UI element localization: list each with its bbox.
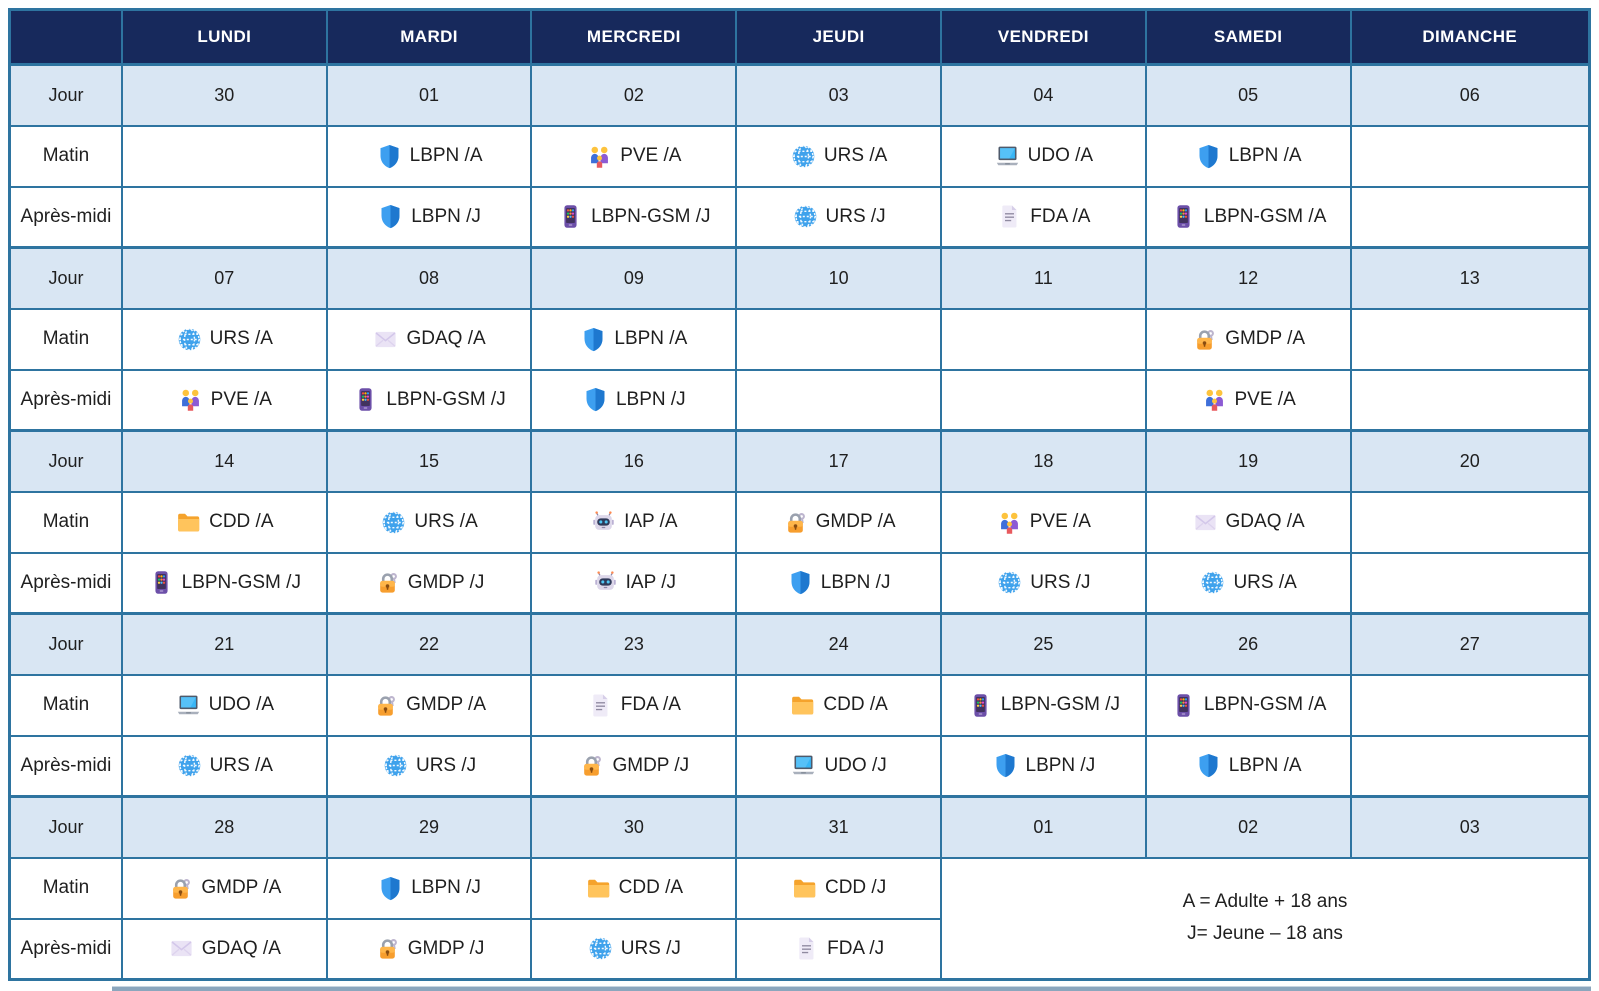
schedule-entry: [127, 386, 322, 413]
activity-label: URS /J: [620, 937, 681, 959]
day-number: 02: [531, 65, 736, 126]
schedule-entry: [127, 509, 322, 536]
lock-icon: [167, 875, 194, 902]
empty-cell: [1351, 309, 1590, 370]
schedule-cell: [941, 187, 1146, 248]
morning-row: [10, 858, 1590, 919]
day-number: 23: [531, 614, 736, 675]
schedule-cell: [1146, 187, 1351, 248]
schedule-entry: [536, 386, 731, 413]
activity-label: LBPN-GSM /J: [591, 205, 711, 227]
empty-cell: [1351, 553, 1590, 614]
shield-icon: [582, 386, 609, 413]
day-number: 22: [327, 614, 532, 675]
day-number-row: [10, 248, 1590, 309]
row-label-apres-midi: Après-midi: [10, 736, 122, 797]
laptop-icon: [175, 692, 202, 719]
shield-icon: [992, 752, 1019, 779]
activity-label: PVE /A: [1029, 511, 1091, 532]
schedule-cell: [736, 553, 941, 614]
day-number: 29: [327, 797, 532, 858]
activity-label: LBPN-GSM /J: [1000, 694, 1121, 715]
schedule-cell: [122, 370, 327, 431]
schedule-entry: [536, 752, 731, 779]
schedule-cell: [122, 736, 327, 797]
day-number-row: [10, 431, 1590, 492]
schedule-cell: [327, 187, 532, 248]
shield-icon: [376, 143, 403, 170]
activity-label: LBPN /J: [411, 205, 481, 227]
globe-icon: [1199, 569, 1226, 596]
lock-icon: [372, 692, 399, 719]
schedule-entry: [332, 692, 527, 719]
globe-icon: [792, 203, 819, 230]
activity-label: GDAQ /A: [406, 328, 486, 349]
schedule-cell: [327, 675, 532, 736]
schedule-entry: [741, 143, 936, 170]
activity-label: IAP /A: [624, 511, 678, 532]
laptop-icon: [790, 752, 817, 779]
schedule-entry: [332, 752, 527, 779]
document-icon: [793, 935, 820, 962]
schedule-entry: [1151, 386, 1346, 413]
empty-cell: [1351, 370, 1590, 431]
schedule-cell: [531, 126, 736, 187]
schedule-entry: [946, 509, 1141, 536]
row-label-jour: Jour: [10, 614, 122, 675]
schedule-cell: [122, 309, 327, 370]
phone-icon: [1170, 203, 1197, 230]
schedule-entry: [741, 935, 936, 962]
schedule-cell: [531, 187, 736, 248]
schedule-entry: [1151, 509, 1346, 536]
lock-icon: [374, 935, 401, 962]
globe-icon: [380, 509, 407, 536]
activity-label: LBPN /J: [1025, 754, 1096, 776]
row-label-matin: Matin: [10, 858, 122, 919]
activity-label: GMDP /A: [406, 694, 487, 715]
document-icon: [587, 692, 614, 719]
schedule-entry: [332, 386, 527, 413]
schedule-entry: [1151, 203, 1346, 230]
day-header-dimanche: DIMANCHE: [1351, 10, 1590, 65]
schedule-cell: [736, 858, 941, 919]
schedule-cell: [122, 492, 327, 553]
schedule-entry: [741, 692, 936, 719]
schedule-cell: [531, 553, 736, 614]
row-label-matin: Matin: [10, 126, 122, 187]
schedule-table: [8, 8, 1591, 981]
row-label-matin: Matin: [10, 675, 122, 736]
schedule-entry: [536, 326, 731, 353]
schedule-entry: [536, 875, 731, 902]
schedule-cell: [531, 370, 736, 431]
activity-label: URS /J: [825, 205, 886, 227]
morning-row: [10, 309, 1590, 370]
schedule-cell: [531, 858, 736, 919]
day-number: 08: [327, 248, 532, 309]
morning-row: [10, 126, 1590, 187]
activity-label: FDA /A: [620, 694, 681, 715]
phone-icon: [557, 203, 584, 230]
day-number: 15: [327, 431, 532, 492]
activity-label: URS /J: [1030, 571, 1091, 593]
schedule-entry: [946, 569, 1141, 596]
lock-icon: [1191, 326, 1218, 353]
schedule-cell: [941, 736, 1146, 797]
weekday-header-row: [10, 10, 1590, 65]
row-label-apres-midi: Après-midi: [10, 187, 122, 248]
schedule-entry: [1151, 692, 1346, 719]
day-number-row: [10, 797, 1590, 858]
row-label-jour: Jour: [10, 797, 122, 858]
day-number: 27: [1351, 614, 1590, 675]
folder-icon: [585, 875, 612, 902]
activity-label: LBPN-GSM /A: [1203, 205, 1327, 227]
empty-cell: [941, 370, 1146, 431]
day-number: 04: [941, 65, 1146, 126]
afternoon-row: [10, 370, 1590, 431]
day-number: 07: [122, 248, 327, 309]
schedule-cell: [122, 553, 327, 614]
empty-cell: [736, 309, 941, 370]
schedule-entry: [332, 143, 527, 170]
schedule-cell: [122, 919, 327, 980]
day-number: 03: [1351, 797, 1590, 858]
morning-row: [10, 675, 1590, 736]
schedule-entry: [741, 752, 936, 779]
activity-label: LBPN-GSM /J: [181, 571, 301, 593]
schedule-entry: [741, 203, 936, 230]
schedule-cell: [736, 736, 941, 797]
activity-label: IAP /J: [625, 571, 676, 593]
day-header-mardi: MARDI: [327, 10, 532, 65]
day-number: 01: [327, 65, 532, 126]
day-number: 11: [941, 248, 1146, 309]
schedule-entry: [946, 752, 1141, 779]
schedule-entry: [1151, 326, 1346, 353]
day-number: 13: [1351, 248, 1590, 309]
shield-icon: [377, 203, 404, 230]
schedule-cell: [327, 553, 532, 614]
empty-cell: [1351, 736, 1590, 797]
activity-label: CDD /J: [824, 877, 887, 898]
schedule-cell: [531, 492, 736, 553]
day-number: 16: [531, 431, 736, 492]
family-icon: [996, 509, 1023, 536]
family-icon: [586, 143, 613, 170]
schedule-cell: [941, 675, 1146, 736]
empty-cell: [736, 370, 941, 431]
laptop-icon: [994, 143, 1021, 170]
corner-cell: [10, 10, 122, 65]
globe-icon: [790, 143, 817, 170]
schedule-cell: [1146, 370, 1351, 431]
shield-icon: [787, 569, 814, 596]
schedule-cell: [327, 492, 532, 553]
schedule-entry: [332, 875, 527, 902]
schedule-entry: [127, 752, 322, 779]
schedule-cell: [327, 309, 532, 370]
schedule-entry: [536, 143, 731, 170]
schedule-cell: [327, 919, 532, 980]
day-number: 01: [941, 797, 1146, 858]
schedule-entry: [127, 875, 322, 902]
schedule-entry: [946, 203, 1141, 230]
activity-label: GMDP /A: [1225, 328, 1306, 349]
robot-icon: [590, 509, 617, 536]
activity-label: GDAQ /A: [1225, 511, 1305, 532]
schedule-cell: [736, 492, 941, 553]
activity-label: URS /J: [415, 754, 477, 776]
activity-label: URS /A: [1233, 571, 1297, 593]
schedule-cell: [327, 126, 532, 187]
empty-cell: [941, 309, 1146, 370]
robot-icon: [592, 569, 619, 596]
activity-label: LBPN /A: [409, 145, 483, 166]
day-number: 17: [736, 431, 941, 492]
day-number: 19: [1146, 431, 1351, 492]
day-number: 26: [1146, 614, 1351, 675]
activity-label: FDA /J: [827, 937, 885, 959]
activity-label: GMDP /J: [407, 937, 485, 959]
empty-cell: [1351, 187, 1590, 248]
schedule-cell: [736, 126, 941, 187]
schedule-cell: [941, 126, 1146, 187]
schedule-cell: [736, 919, 941, 980]
globe-icon: [996, 569, 1023, 596]
schedule-entry: [536, 509, 731, 536]
activity-label: CDD /A: [618, 877, 684, 898]
schedule-entry: [741, 509, 936, 536]
day-header-jeudi: JEUDI: [736, 10, 941, 65]
schedule-cell: [1146, 126, 1351, 187]
day-header-vendredi: VENDREDI: [941, 10, 1146, 65]
envelope-icon: [1192, 509, 1219, 536]
schedule-entry: [332, 935, 527, 962]
activity-label: LBPN /J: [615, 388, 686, 410]
activity-label: URS /A: [823, 145, 888, 166]
family-icon: [1201, 386, 1228, 413]
schedule-cell: [1146, 736, 1351, 797]
day-header-lundi: LUNDI: [122, 10, 327, 65]
envelope-icon: [372, 326, 399, 353]
schedule-entry: [332, 326, 527, 353]
day-number: 31: [736, 797, 941, 858]
activity-label: PVE /A: [1234, 388, 1296, 410]
schedule-entry: [946, 692, 1141, 719]
schedule-entry: [332, 509, 527, 536]
day-number: 09: [531, 248, 736, 309]
family-icon: [177, 386, 204, 413]
schedule-cell: [531, 309, 736, 370]
day-number: 03: [736, 65, 941, 126]
schedule-entry: [332, 203, 527, 230]
row-label-apres-midi: Après-midi: [10, 553, 122, 614]
activity-label: URS /A: [209, 754, 273, 776]
schedule-entry: [946, 143, 1141, 170]
schedule-entry: [127, 326, 322, 353]
lock-icon: [374, 569, 401, 596]
schedule-entry: [536, 935, 731, 962]
row-label-matin: Matin: [10, 309, 122, 370]
shield-icon: [1195, 752, 1222, 779]
envelope-icon: [168, 935, 195, 962]
folder-icon: [175, 509, 202, 536]
schedule-entry: [536, 692, 731, 719]
empty-cell: [122, 126, 327, 187]
globe-icon: [176, 752, 203, 779]
schedule-entry: [127, 935, 322, 962]
day-number: 14: [122, 431, 327, 492]
row-label-apres-midi: Après-midi: [10, 370, 122, 431]
schedule-cell: [1146, 675, 1351, 736]
day-number: 20: [1351, 431, 1590, 492]
day-number: 28: [122, 797, 327, 858]
afternoon-row: [10, 553, 1590, 614]
day-number: 18: [941, 431, 1146, 492]
globe-icon: [382, 752, 409, 779]
schedule-cell: [1146, 492, 1351, 553]
day-number: 24: [736, 614, 941, 675]
day-number: 30: [531, 797, 736, 858]
folder-icon: [791, 875, 818, 902]
activity-label: LBPN-GSM /J: [386, 388, 506, 410]
globe-icon: [176, 326, 203, 353]
shield-icon: [1195, 143, 1222, 170]
day-number: 25: [941, 614, 1146, 675]
activity-label: LBPN /A: [614, 328, 688, 349]
schedule-entry: [1151, 569, 1346, 596]
schedule-cell: [736, 675, 941, 736]
activity-label: UDO /A: [208, 694, 275, 715]
schedule-cell: [327, 370, 532, 431]
schedule-cell: [941, 553, 1146, 614]
day-number-row: [10, 65, 1590, 126]
shield-icon: [580, 326, 607, 353]
table-bottom-shadow: [112, 986, 1591, 991]
schedule-cell: [736, 187, 941, 248]
activity-label: UDO /A: [1027, 145, 1094, 166]
schedule-entry: [741, 875, 936, 902]
empty-cell: [1351, 492, 1590, 553]
legend-line-adulte: A = Adulte + 18 ans: [1182, 890, 1348, 912]
activity-label: GMDP /A: [201, 877, 282, 898]
schedule-entry: [127, 569, 322, 596]
schedule-cell: [1146, 309, 1351, 370]
activity-label: GMDP /J: [612, 754, 690, 776]
schedule-entry: [536, 569, 731, 596]
schedule-cell: [327, 736, 532, 797]
lock-icon: [578, 752, 605, 779]
activity-label: LBPN /J: [820, 571, 891, 593]
afternoon-row: [10, 187, 1590, 248]
activity-label: UDO /J: [824, 754, 887, 776]
schedule-cell: [327, 858, 532, 919]
schedule-cell: [941, 492, 1146, 553]
empty-cell: [122, 187, 327, 248]
phone-icon: [967, 692, 994, 719]
activity-label: GMDP /J: [407, 571, 485, 593]
row-label-apres-midi: Après-midi: [10, 919, 122, 980]
day-number: 30: [122, 65, 327, 126]
schedule-entry: [1151, 143, 1346, 170]
phone-icon: [1170, 692, 1197, 719]
morning-row: [10, 492, 1590, 553]
activity-label: URS /A: [414, 511, 478, 532]
activity-label: GDAQ /A: [201, 937, 281, 959]
schedule-entry: [536, 203, 731, 230]
document-icon: [996, 203, 1023, 230]
activity-label: URS /A: [209, 328, 273, 349]
activity-label: LBPN /A: [1228, 145, 1302, 166]
day-number: 02: [1146, 797, 1351, 858]
activity-label: CDD /A: [823, 694, 888, 715]
day-number-row: [10, 614, 1590, 675]
empty-cell: [1351, 675, 1590, 736]
row-label-matin: Matin: [10, 492, 122, 553]
activity-label: PVE /A: [210, 388, 272, 410]
activity-label: PVE /A: [620, 145, 682, 166]
phone-icon: [352, 386, 379, 413]
schedule-cell: [531, 919, 736, 980]
globe-icon: [587, 935, 614, 962]
schedule-entry: [127, 692, 322, 719]
shield-icon: [377, 875, 404, 902]
legend-cell: [941, 858, 1590, 980]
schedule-cell: [1146, 553, 1351, 614]
day-number: 05: [1146, 65, 1351, 126]
row-label-jour: Jour: [10, 431, 122, 492]
schedule-entry: [332, 569, 527, 596]
day-header-mercredi: MERCREDI: [531, 10, 736, 65]
folder-icon: [789, 692, 816, 719]
day-number: 21: [122, 614, 327, 675]
activity-label: LBPN-GSM /A: [1203, 694, 1327, 715]
schedule-entry: [741, 569, 936, 596]
schedule-entry: [1151, 752, 1346, 779]
afternoon-row: [10, 736, 1590, 797]
phone-icon: [148, 569, 175, 596]
schedule-cell: [531, 675, 736, 736]
activity-label: FDA /A: [1030, 205, 1091, 227]
schedule-cell: [531, 736, 736, 797]
empty-cell: [1351, 126, 1590, 187]
lock-icon: [782, 509, 809, 536]
activity-label: CDD /A: [209, 511, 274, 532]
day-number: 12: [1146, 248, 1351, 309]
day-header-samedi: SAMEDI: [1146, 10, 1351, 65]
schedule-cell: [122, 675, 327, 736]
schedule-cell: [122, 858, 327, 919]
activity-label: GMDP /A: [815, 511, 896, 532]
activity-label: LBPN /J: [411, 877, 481, 898]
row-label-jour: Jour: [10, 65, 122, 126]
row-label-jour: Jour: [10, 248, 122, 309]
day-number: 06: [1351, 65, 1590, 126]
day-number: 10: [736, 248, 941, 309]
activity-label: LBPN /A: [1228, 754, 1302, 776]
legend-line-jeune: J= Jeune – 18 ans: [1187, 923, 1343, 945]
